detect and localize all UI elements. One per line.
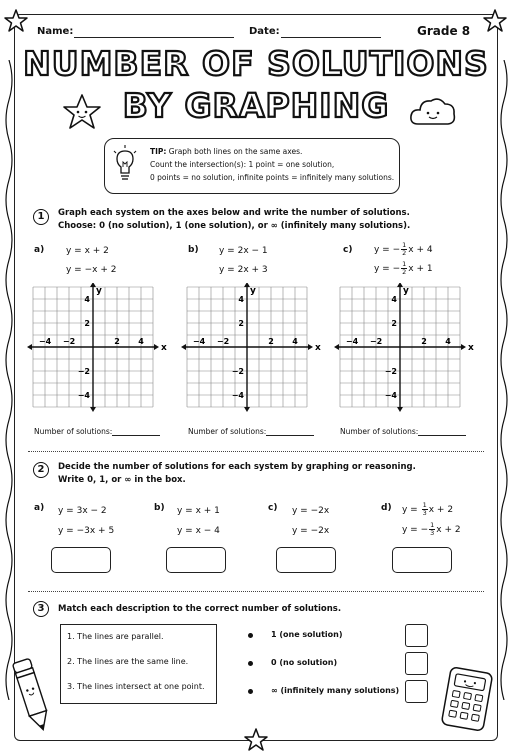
arrow-right-icon	[308, 344, 313, 350]
squiggle-border-right	[497, 60, 511, 700]
section-2-instruction-2: Write 0, 1, or ∞ in the box.	[58, 475, 186, 485]
arrow-down-icon	[244, 407, 250, 412]
section-1-instruction-1: Graph each system on the axes below and write the number of solutions.	[58, 208, 410, 218]
tip-line-3: 0 points = no solution, infinite points = infinitely many solutions.	[150, 173, 395, 182]
solutions-label-1a: Number of solutions:	[34, 427, 113, 436]
y-axis-label: y	[403, 286, 409, 296]
problem-1a-eq2: y = −x + 2	[66, 265, 117, 275]
option-no-solution: 0 (no solution)	[271, 658, 338, 667]
answer-box-2d[interactable]	[392, 547, 452, 573]
page-title-line1: NUMBER OF SOLUTIONS	[23, 44, 489, 83]
problem-1c-eq1: y = − $\frac{1}{2}$ x + 4	[374, 241, 433, 257]
section-3-instruction: Match each description to the correct number of solutions.	[58, 604, 342, 614]
bullet	[248, 689, 253, 694]
arrow-right-icon	[154, 344, 159, 350]
x-tick-label: −2	[62, 337, 76, 346]
pencil-mascot-icon	[10, 655, 56, 735]
tip-label: TIP:	[150, 147, 167, 156]
y-tick-label: −4	[231, 391, 244, 400]
option-one-solution: 1 (one solution)	[271, 630, 343, 639]
description-1: 1. The lines are parallel.	[67, 632, 164, 641]
problem-2b-eq2: y = x − 4	[177, 526, 220, 536]
description-2: 2. The lines are the same line.	[67, 657, 189, 666]
graph-1b[interactable]	[181, 283, 321, 413]
x-tick-label: 2	[268, 337, 274, 346]
section-2-number: 2	[33, 462, 49, 478]
problem-1a-label: a)	[34, 245, 45, 255]
problem-2b-eq1: y = x + 1	[177, 506, 220, 516]
x-tick-label: 2	[421, 337, 427, 346]
star-icon	[3, 8, 29, 34]
name-field[interactable]	[74, 37, 234, 38]
divider	[28, 451, 484, 452]
x-tick-label: −2	[216, 337, 230, 346]
y-axis-label: y	[250, 286, 256, 296]
x-axis-label: x	[161, 343, 167, 353]
problem-2d-eq1: y = $\frac{1}{3}$ x + 2	[402, 501, 454, 517]
arrow-left-icon	[334, 344, 339, 350]
x-tick-label: −4	[192, 337, 206, 346]
problem-1c-label: c)	[343, 245, 353, 255]
problem-2c-eq1: y = −2x	[292, 506, 330, 516]
squiggle-border-left	[2, 60, 16, 700]
solutions-field-1b[interactable]	[266, 435, 314, 436]
tip-line-1: TIP: Graph both lines on the same axes.	[150, 147, 303, 156]
problem-2a-eq2: y = −3x + 5	[58, 526, 115, 536]
y-axis-label: y	[96, 286, 102, 296]
graph-1c[interactable]	[334, 283, 474, 413]
solutions-label-1b: Number of solutions:	[188, 427, 267, 436]
cloud-mascot-icon	[408, 92, 458, 132]
match-box-3[interactable]	[405, 680, 428, 703]
name-label: Name:	[37, 26, 74, 37]
y-tick-label: 2	[391, 319, 397, 328]
bullet	[248, 661, 253, 666]
x-tick-label: 2	[114, 337, 120, 346]
section-1-number: 1	[33, 209, 49, 225]
y-tick-label: −2	[231, 367, 244, 376]
solutions-label-1c: Number of solutions:	[340, 427, 419, 436]
problem-1c-eq2: y = − $\frac{1}{2}$ x + 1	[374, 260, 433, 276]
y-tick-label: 4	[391, 295, 397, 304]
y-tick-label: −4	[77, 391, 90, 400]
fraction: $\frac{1}{3}$	[422, 501, 427, 517]
problem-2c-label: c)	[268, 503, 278, 513]
answer-box-2a[interactable]	[51, 547, 111, 573]
tip-line-2: Count the intersection(s): 1 point = one solution,	[150, 160, 335, 169]
problem-1b-eq2: y = 2x + 3	[219, 265, 268, 275]
x-tick-label: 4	[292, 337, 298, 346]
description-3: 3. The lines intersect at one point.	[67, 682, 205, 691]
y-tick-label: −2	[77, 367, 90, 376]
arrow-left-icon	[181, 344, 186, 350]
arrow-right-icon	[461, 344, 466, 350]
problem-2c-eq2: y = −2x	[292, 526, 330, 536]
answer-box-2b[interactable]	[166, 547, 226, 573]
x-tick-label: −2	[369, 337, 383, 346]
star-icon	[243, 727, 269, 753]
section-1-instruction-2: Choose: 0 (no solution), 1 (one solution), or ∞ (infinitely many solutions).	[58, 221, 411, 231]
y-tick-label: −4	[384, 391, 397, 400]
graph-1a[interactable]	[27, 283, 167, 413]
problem-2d-label: d)	[381, 503, 392, 513]
y-tick-label: 4	[84, 295, 90, 304]
bullet	[248, 633, 253, 638]
divider	[28, 591, 484, 592]
arrow-left-icon	[27, 344, 32, 350]
grade-label: Grade 8	[417, 24, 471, 38]
page-title-line2: BY GRAPHING	[122, 86, 390, 125]
x-tick-label: −4	[345, 337, 359, 346]
x-axis-label: x	[315, 343, 321, 353]
x-tick-label: 4	[445, 337, 451, 346]
solutions-field-1a[interactable]	[112, 435, 160, 436]
arrow-down-icon	[397, 407, 403, 412]
y-tick-label: 2	[84, 319, 90, 328]
y-tick-label: 4	[238, 295, 244, 304]
fraction: $\frac{1}{2}$	[402, 241, 407, 257]
section-2-instruction-1: Decide the number of solutions for each system by graphing or reasoning.	[58, 462, 416, 472]
answer-box-2c[interactable]	[276, 547, 336, 573]
y-tick-label: 2	[238, 319, 244, 328]
match-box-1[interactable]	[405, 624, 428, 647]
option-infinite-solutions: ∞ (infinitely many solutions)	[271, 686, 400, 695]
problem-2d-eq2: y = − $\frac{1}{3}$ x + 2	[402, 521, 461, 537]
fraction: $\frac{1}{2}$	[402, 260, 407, 276]
problem-1a-eq1: y = x + 2	[66, 246, 109, 256]
solutions-field-1c[interactable]	[418, 435, 466, 436]
y-tick-label: −2	[384, 367, 397, 376]
star-mascot-icon	[60, 92, 104, 134]
x-tick-label: 4	[138, 337, 144, 346]
lightbulb-icon	[113, 145, 137, 185]
x-tick-label: −4	[38, 337, 52, 346]
date-label: Date:	[249, 26, 280, 37]
arrow-down-icon	[90, 407, 96, 412]
star-icon	[482, 8, 508, 34]
problem-1b-label: b)	[188, 245, 199, 255]
calculator-mascot-icon	[438, 664, 496, 734]
problem-2a-label: a)	[34, 503, 45, 513]
problem-1b-eq1: y = 2x − 1	[219, 246, 268, 256]
section-3-number: 3	[33, 601, 49, 617]
x-axis-label: x	[468, 343, 474, 353]
fraction: $\frac{1}{3}$	[430, 521, 435, 537]
match-box-2[interactable]	[405, 652, 428, 675]
problem-2b-label: b)	[154, 503, 165, 513]
problem-2a-eq1: y = 3x − 2	[58, 506, 107, 516]
date-field[interactable]	[281, 37, 381, 38]
